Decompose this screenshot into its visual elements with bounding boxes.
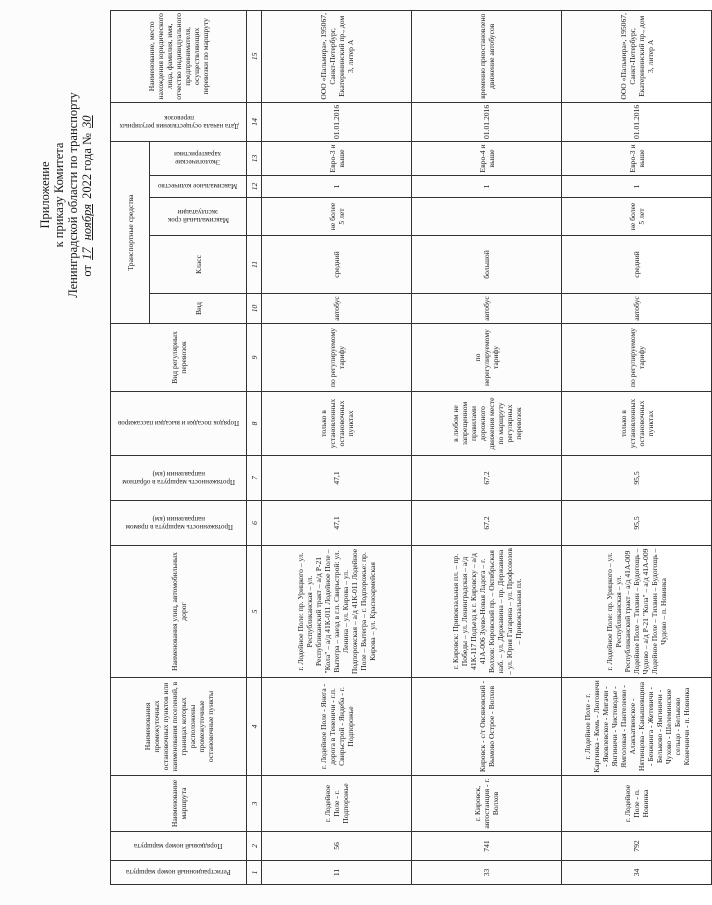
cell-kind: автобус: [562, 294, 712, 324]
cell-stops: г. Лодейное Поле - Янега - дорога в Тененичи - г.п. Свирьстрой - Яндеба - г. Подпорожье: [262, 678, 412, 776]
cell-serial: 792: [562, 832, 712, 861]
header-vehicle-class: Класс: [150, 236, 247, 294]
cell-eco: Евро-3 и выше: [262, 142, 412, 176]
cell-length-forward: 95,5: [562, 501, 712, 546]
table-row: [262, 10, 412, 884]
header-reg-number: Регистрационный номер маршрута: [111, 861, 247, 885]
cell-streets: г. Лодейное Поле: пр. Урицкого – ул. Республиканская – ул. Республиканский тракт – а/д 41А-009 Лодейное Поле – Тихвин – Будогощь – Чудово – а/д Р-21 "Кола" – а/д 41А-009 Лодейное Поле – Тихвин – Будогощь – Чудово – п. Новинка: [562, 546, 712, 678]
cell-life: не более 5 лет: [562, 198, 712, 236]
cell-length-forward: 47,1: [262, 501, 412, 546]
heading-line-3: Ленинградской области по транспорту: [66, 92, 80, 298]
col-num: [247, 198, 262, 236]
cell-date: 01.01.2016: [262, 102, 412, 141]
cell-route-name: г. Лодейное Поле - г. Подпорожье: [262, 776, 412, 832]
cell-carrier: ООО «Пальмира», 195067, Санкт-Петербург, Екатерининский пр., дом 3, литер А: [262, 10, 412, 102]
cell-boarding: в любом не запрещенном правилами дорожного движения месте по маршруту регулярных перевозок: [412, 392, 562, 456]
col-num: 15: [247, 10, 262, 102]
header-transport-type: Вид регулярных перевозок: [111, 324, 247, 392]
col-num: 2: [247, 832, 262, 861]
cell-eco: Евро-4 и выше: [412, 142, 562, 176]
cell-length-forward: 67,2: [412, 501, 562, 546]
header-max-service-life: Максимальный срок эксплуатации: [150, 198, 247, 236]
col-num: 6: [247, 501, 262, 546]
cell-transport: по регулируемому тарифу: [562, 324, 712, 392]
header-carrier: Наименование, место нахождения юридического лица, фамилия, имя, отчество индивидуального предпринимателя, осуществляющих перевозки по маршруту: [111, 10, 247, 102]
header-vehicles-group: Транспортные средства: [111, 142, 150, 324]
cell-streets: г. Кировск: Привокзальная пл. – пр. Победы – ул. Ленинградская – а/д 41К-117 Подъезд к г. Кировску – а/д 41А-006 Зуево-Новая Ладога – г. Волхов: Кировский пр. – Октябрьская наб. – ул. Державина – пр. Державина – ул. Юрия Гагарина – ул. Профсоюзов – Привокзальная пл.: [412, 546, 562, 678]
cell-class: большой: [412, 236, 562, 294]
header-length-forward: Протяженность маршрута в прямом направлении (км): [111, 501, 247, 546]
cell-transport: по регулируемому тарифу: [262, 324, 412, 392]
cell-serial: 741: [412, 832, 562, 861]
cell-length-back: 47,1: [262, 456, 412, 501]
header-boarding-order: Порядок посадки и высадки пассажиров: [111, 392, 247, 456]
col-num: 13: [247, 142, 262, 176]
order-heading: [38, 15, 94, 375]
cell-route-name: г. Лодейное Поле - п. Новинка: [562, 776, 712, 832]
table-row: [562, 10, 712, 884]
heading-date-day: 17: [80, 247, 94, 260]
header-max-quantity: Максимальное количество: [150, 176, 247, 198]
header-vehicle-kind: Вид: [150, 294, 247, 324]
cell-length-back: 67,2: [412, 456, 562, 501]
cell-life: не более 5 лет: [262, 198, 412, 236]
cell-serial: 56: [262, 832, 412, 861]
cell-qty: 1: [562, 176, 712, 198]
heading-date-prefix: от: [80, 265, 94, 277]
header-stops: Наименования промежуточных остановочных пунктов или наименования поселений, в границах которых расположены промежуточные остановочные пункты: [111, 678, 247, 776]
col-num: 9: [247, 324, 262, 392]
heading-order-number: 30: [80, 115, 94, 128]
col-num: 1: [247, 861, 262, 885]
col-num: 14: [247, 102, 262, 141]
cell-date: 01.01.2016: [562, 102, 712, 141]
col-num: 8: [247, 392, 262, 456]
cell-reg: 33: [412, 861, 562, 885]
header-route-name: Наименование маршрута: [111, 776, 247, 832]
cell-qty: 1: [412, 176, 562, 198]
cell-eco: Евро-3 и выше: [562, 142, 712, 176]
cell-kind: автобус: [262, 294, 412, 324]
heading-line-2: к приказу Комитета: [52, 142, 66, 248]
col-num: 5: [247, 546, 262, 678]
col-num: 10: [247, 294, 262, 324]
heading-date-month: ноября: [80, 203, 94, 241]
header-start-date: Дата начала осуществления регулярных перевозок: [111, 102, 247, 141]
header-streets: Наименования улиц, автомобильных дорог: [111, 546, 247, 678]
cell-reg: 11: [262, 861, 412, 885]
header-eco: Экологические характеристики: [150, 142, 247, 176]
col-num: 4: [247, 678, 262, 776]
cell-qty: 1: [262, 176, 412, 198]
cell-route-name: г. Кировск, автостанция - г. Волхов: [412, 776, 562, 832]
routes-table: [110, 10, 712, 885]
col-num: 11: [247, 236, 262, 294]
heading-date-year: 2022 года №: [80, 133, 94, 199]
column-number-row: [247, 10, 262, 884]
header-length-back: Протяженность маршрута в обратном направлении (км): [111, 456, 247, 501]
cell-class: средний: [262, 236, 412, 294]
cell-life: [412, 198, 562, 236]
cell-date: 01.01.2016: [412, 102, 562, 141]
cell-boarding: только в установленных остановочных пунктах: [262, 392, 412, 456]
cell-stops: г. Лодейное Поле - г. Каргинка - Кемь - Люговичи - Яковлевское - Мигачи - Янгиничи - Чистоводье - Ямголовая - Пантелеево - Алакъатвенское - Нятинцова - Канышевщина - Бенжинга - Жетевичи - Бельково - Ямгиничи - Чухово - Шелеминские сельцо - Бельково Конечничи - п. Новинка: [562, 678, 712, 776]
cell-kind: автобус: [412, 294, 562, 324]
col-num: 7: [247, 456, 262, 501]
cell-class: средний: [562, 236, 712, 294]
cell-carrier: временно приостановлено движение автобусов: [412, 10, 562, 102]
header-serial-number: Порядковый номер маршрута: [111, 832, 247, 861]
table-row: [412, 10, 562, 884]
col-num: 3: [247, 776, 262, 832]
heading-line-1: Приложение: [38, 161, 52, 229]
cell-length-back: 95,5: [562, 456, 712, 501]
heading-line-4: [80, 15, 94, 375]
cell-transport: по нерегулируемому тарифу: [412, 324, 562, 392]
cell-stops: Кировск - с/т Овсяновский - Вымово Острое - Волхов: [412, 678, 562, 776]
cell-streets: г. Лодейное Поле: пр. Урицкого – ул. Республиканская – ул. Республиканский тракт – а/д Р-21 "Кола" – а/д 41К-011 Лодейное Поле – Вытегра – заезд в г.п. Свирьстрой: ул. Ленина – ул. Кирова – ул. Подпорожская – а/д 41К-011 Лодейное Поле – Вытегра – г. Подпорожье: пр. Кирова – ул. Красноармейская: [262, 546, 412, 678]
cell-carrier: ООО «Пальмира», 195067, Санкт-Петербург, Екатерининский пр., дом 3, литер А: [562, 10, 712, 102]
cell-reg: 34: [562, 861, 712, 885]
col-num: 12: [247, 176, 262, 198]
cell-boarding: только в установленных остановочных пунктах: [562, 392, 712, 456]
